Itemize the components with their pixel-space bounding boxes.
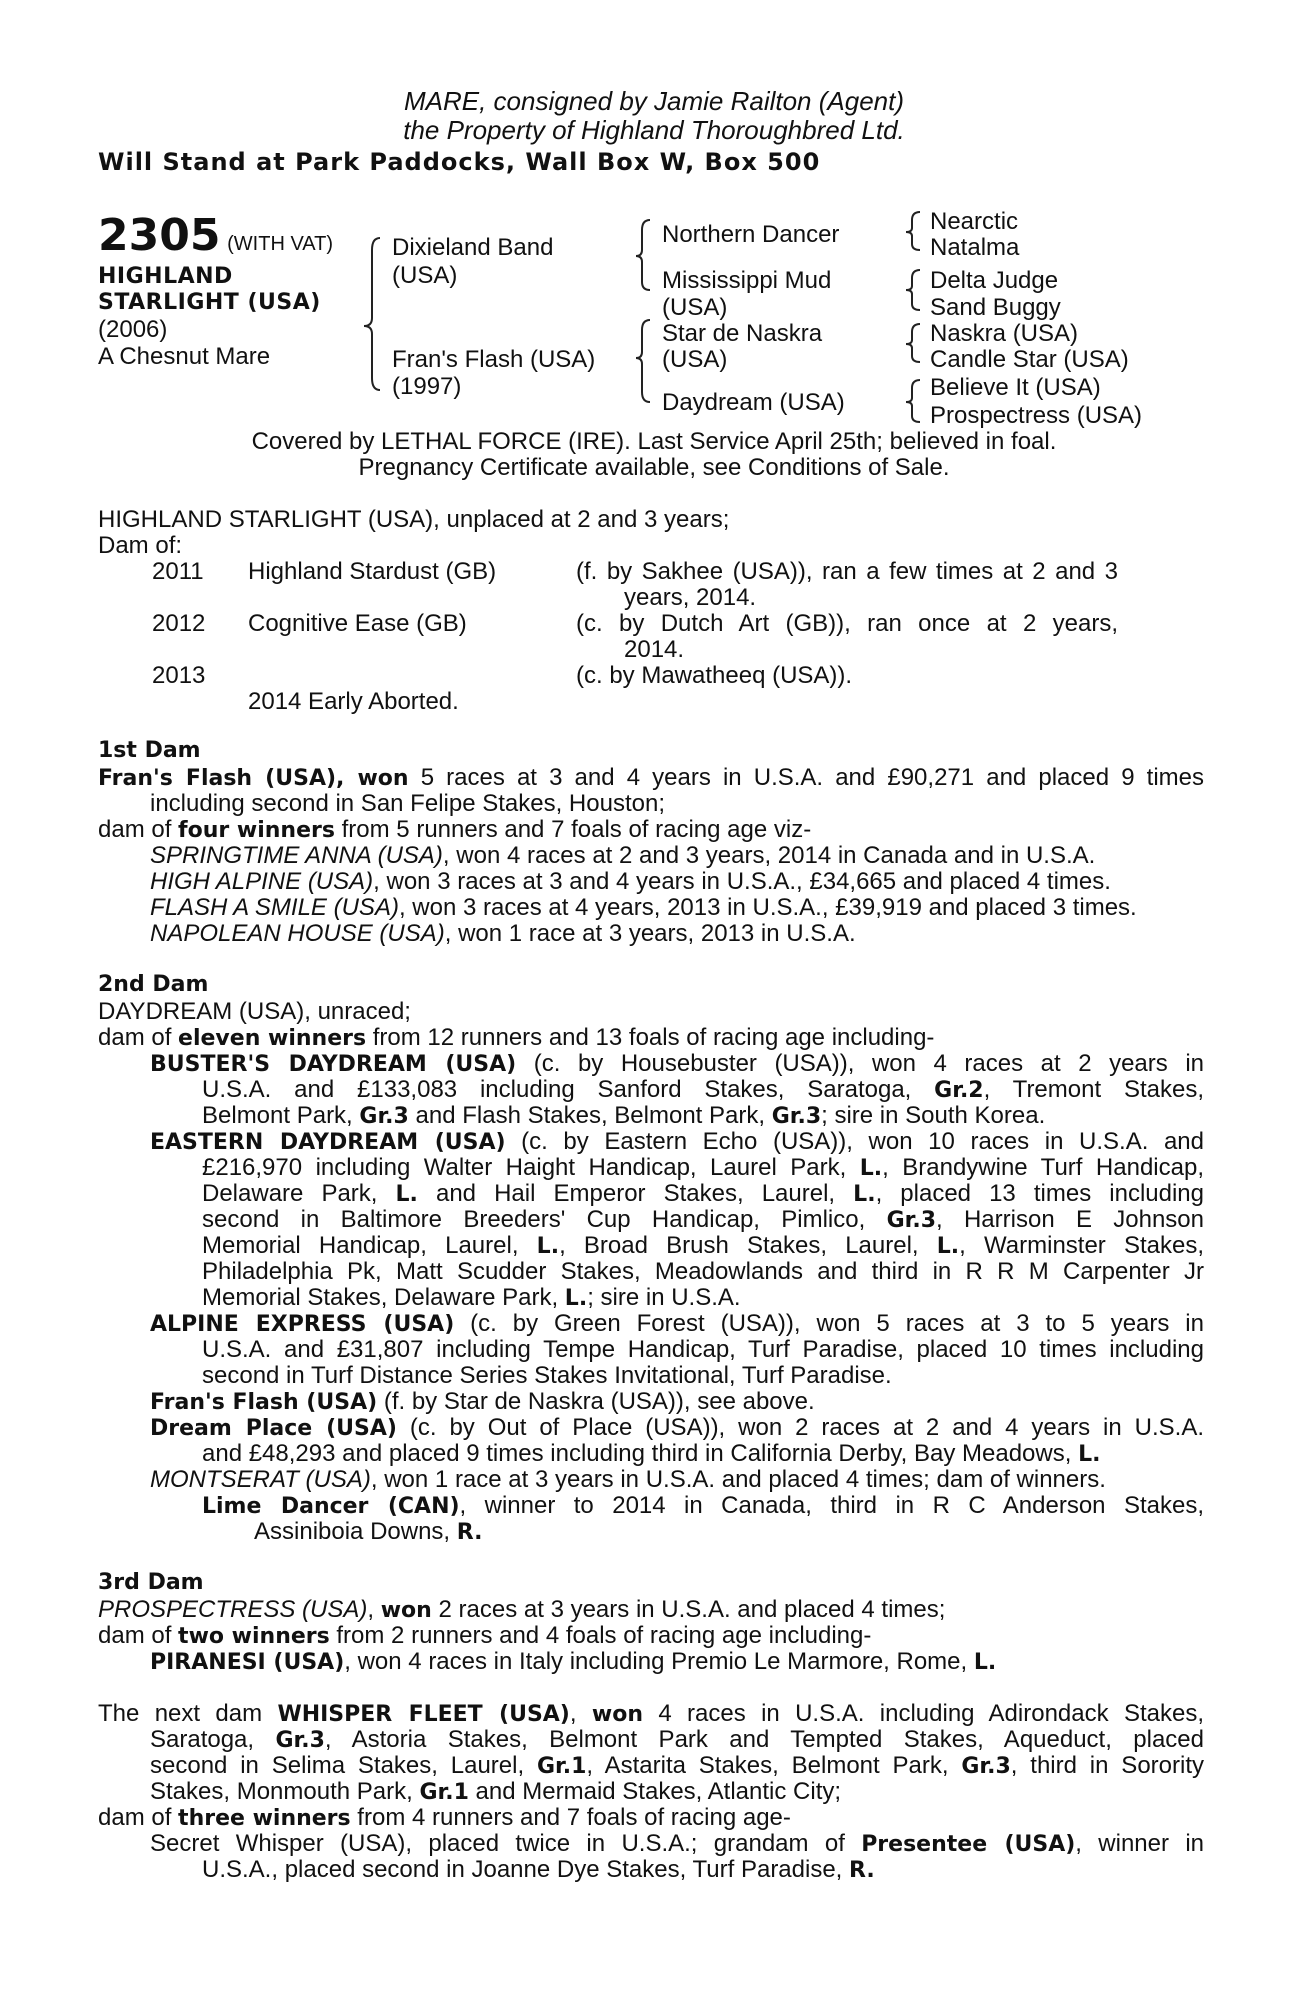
horse-name-line1: HIGHLAND bbox=[98, 264, 233, 289]
dam-name: Fran's Flash (USA), won bbox=[98, 766, 409, 791]
produce-year: 2011 bbox=[152, 558, 204, 585]
produce-note-cont: 2014. bbox=[624, 636, 685, 663]
ss-dam: Natalma bbox=[930, 234, 1020, 261]
section-heading: 2nd Dam bbox=[98, 972, 209, 997]
dam-sire: Star de Naskra bbox=[662, 320, 823, 347]
offspring-line: NAPOLEAN HOUSE (USA), won 1 race at 3 years, 2013 in U.S.A. bbox=[150, 920, 856, 947]
dam-sire-country: (USA) bbox=[662, 346, 728, 373]
sire-dam: Mississippi Mud bbox=[662, 267, 832, 294]
produce-year: 2013 bbox=[152, 662, 206, 689]
offspring-line: PIRANESI (USA), won 4 races in Italy including Premio Le Marmore, Rome, L. bbox=[150, 1648, 997, 1675]
produce-name: Cognitive Ease (GB) bbox=[248, 610, 467, 637]
property-line: the Property of Highland Thoroughbred Ltd. bbox=[403, 115, 905, 145]
sire-country: (USA) bbox=[392, 262, 458, 289]
produce-aborted: 2014 Early Aborted. bbox=[248, 688, 459, 715]
sire-sire: Northern Dancer bbox=[662, 221, 840, 248]
section-heading: 3rd Dam bbox=[98, 1570, 204, 1595]
sire-name: Dixieland Band bbox=[392, 234, 554, 261]
vat-label: (WITH VAT) bbox=[227, 233, 334, 255]
horse-name-line2: STARLIGHT (USA) bbox=[98, 290, 321, 315]
produce-intro: HIGHLAND STARLIGHT (USA), unplaced at 2 and 3 years; bbox=[98, 506, 730, 533]
offspring-line: HIGH ALPINE (USA), won 3 races at 3 and 4 years in U.S.A., £34,665 and placed 4 times. bbox=[150, 868, 1111, 895]
sd-sire: Delta Judge bbox=[930, 267, 1059, 294]
offspring-line: Dream Place (USA) (c. by Out of Place (USA)), won 2 races at 2 and 4 years in U.S.A. bbox=[150, 1414, 1204, 1441]
offspring-line: BUSTER'S DAYDREAM (USA) (c. by Housebuster (USA)), won 4 races at 2 years in bbox=[150, 1050, 1204, 1077]
produce-note-cont: years, 2014. bbox=[624, 584, 757, 611]
produce-year: 2012 bbox=[152, 610, 206, 637]
sd-dam: Sand Buggy bbox=[930, 294, 1061, 321]
offspring-line: Fran's Flash (USA) (f. by Star de Naskra (USA)), see above. bbox=[150, 1388, 815, 1415]
offspring-line: FLASH A SMILE (USA), won 3 races at 4 years, 2013 in U.S.A., £39,919 and placed 3 times. bbox=[150, 894, 1137, 921]
offspring-line: Lime Dancer (CAN), winner to 2014 in Canada, third in R C Anderson Stakes, bbox=[202, 1492, 1204, 1519]
dd-sire: Believe It (USA) bbox=[930, 374, 1101, 401]
covering-line: Covered by LETHAL FORCE (IRE). Last Service April 25th; believed in foal. bbox=[251, 428, 1057, 455]
dam-of-label: Dam of: bbox=[98, 532, 183, 559]
offspring-line: MONTSERAT (USA), won 1 race at 3 years in U.S.A. and placed 4 times; dam of winners. bbox=[150, 1466, 1106, 1493]
produce-note: (c. by Mawatheeq (USA)). bbox=[576, 662, 853, 689]
stand-line: Will Stand at Park Paddocks, Wall Box W, Box 500 bbox=[98, 148, 821, 176]
produce-name: Highland Stardust (GB) bbox=[248, 558, 497, 585]
lot-number: 2305 bbox=[98, 210, 221, 261]
dam-name: Fran's Flash (USA) bbox=[392, 346, 596, 373]
horse-description: A Chesnut Mare bbox=[98, 343, 271, 370]
offspring-line: EASTERN DAYDREAM (USA) (c. by Eastern Echo (USA)), won 10 races in U.S.A. and bbox=[150, 1128, 1205, 1155]
offspring-line: SPRINGTIME ANNA (USA), won 4 races at 2 and 3 years, 2014 in Canada and in U.S.A. bbox=[150, 842, 1096, 869]
section-heading: 1st Dam bbox=[98, 738, 201, 763]
ds-dam: Candle Star (USA) bbox=[930, 346, 1129, 373]
offspring-line: ALPINE EXPRESS (USA) (c. by Green Forest (USA)), won 5 races at 3 to 5 years in bbox=[150, 1310, 1204, 1337]
sire-dam-country: (USA) bbox=[662, 294, 728, 321]
dam-dam: Daydream (USA) bbox=[662, 389, 845, 416]
produce-note: (c. by Dutch Art (GB)), ran once at 2 years, bbox=[576, 610, 1118, 637]
pregnancy-line: Pregnancy Certificate available, see Conditions of Sale. bbox=[358, 454, 950, 481]
produce-note: (f. by Sakhee (USA)), ran a few times at 2 and 3 bbox=[576, 558, 1118, 585]
ss-sire: Nearctic bbox=[930, 208, 1019, 235]
ds-sire: Naskra (USA) bbox=[930, 320, 1079, 347]
consignor-line: MARE, consigned by Jamie Railton (Agent) bbox=[403, 86, 905, 116]
foaling-year: (2006) bbox=[98, 316, 168, 343]
dd-dam: Prospectress (USA) bbox=[930, 402, 1143, 429]
dam-year: (1997) bbox=[392, 373, 462, 400]
